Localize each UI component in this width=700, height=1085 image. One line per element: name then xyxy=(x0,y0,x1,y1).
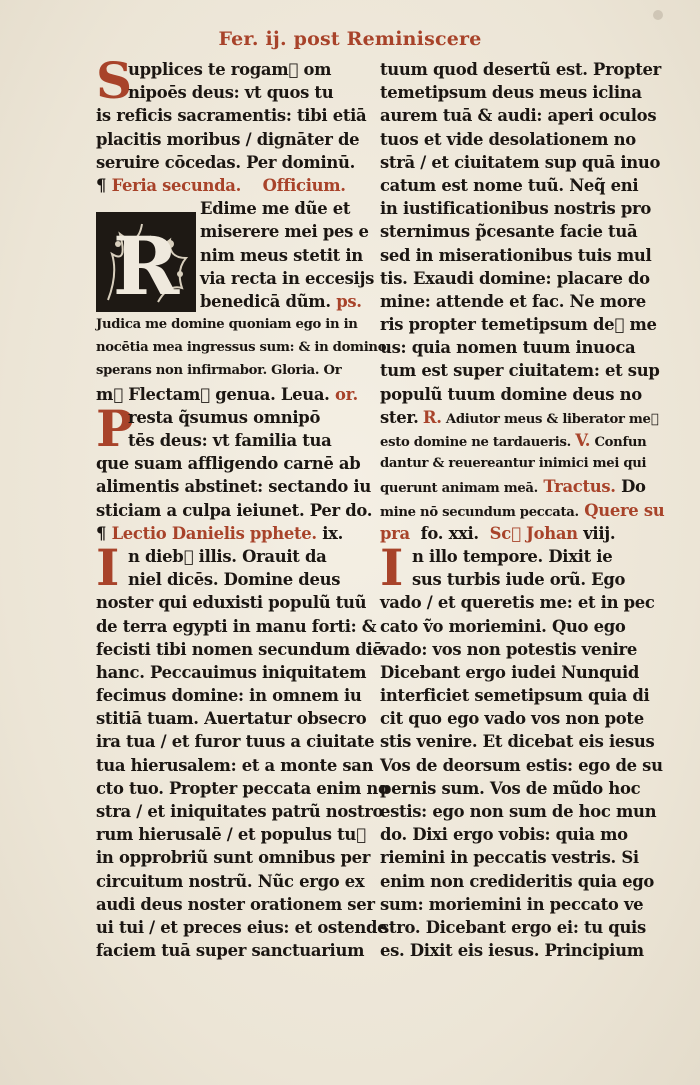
text-line: alimentis abstinet: sectando iu xyxy=(96,477,371,497)
text-line: sticiam a culpa ieiunet. Per do. xyxy=(96,500,373,520)
oratio xyxy=(96,51,367,174)
text-line: nim meus stetit in xyxy=(200,245,363,265)
text-line: in iustificationibus nostris pro xyxy=(380,199,651,219)
text-line: stitiā tuam. Auertatur obsecro xyxy=(96,709,367,729)
text-line: n dieb᷒ illis. Orauit da xyxy=(128,546,327,566)
officium-label: Officium. xyxy=(262,175,346,195)
responsory-label: R. xyxy=(422,407,442,427)
text-line: noster qui eduxisti populũ tuũ xyxy=(96,593,367,613)
pilcrow-icon: ¶ xyxy=(96,175,107,195)
text-line: seruire cōcedas. Per dominū. xyxy=(96,152,356,172)
text-line: interficiet semetipsum quia di xyxy=(380,686,650,706)
left-column xyxy=(96,51,389,962)
text-line: stra / et iniquitates patrũ nostro xyxy=(96,802,384,821)
folio-ref: fo. xxi. xyxy=(420,523,479,543)
text-line xyxy=(380,475,648,498)
lectio-label: Lectio Danielis pphete. xyxy=(111,523,317,543)
text-line: strā / et ciuitatem sup quā inuo xyxy=(380,152,661,172)
text-line xyxy=(380,429,648,452)
text-line: hanc. Peccauimus iniquitatem xyxy=(96,662,367,682)
tractus-text: mine nō secundum peccata. xyxy=(380,504,579,520)
right-column xyxy=(380,58,665,962)
oratio-initial: S xyxy=(96,51,133,110)
text-line: vado: vos non potestis venire xyxy=(380,639,637,659)
text-line: placitis moribus / dignāter de xyxy=(96,129,360,149)
text-line: in opprobriũ sunt omnibus per xyxy=(96,848,371,868)
text-line: Judica me domine quoniam ego in in xyxy=(96,317,358,333)
text-line: sum: moriemini in peccato ve xyxy=(380,894,644,914)
text-line: nipoēs deus: vt quos tu xyxy=(128,83,334,103)
text-line: aurem tuā & audi: aperi oculos xyxy=(380,106,657,126)
text-line: sed in miserationibus tuis mul xyxy=(380,245,652,265)
text-line: tuos et vide desolationem no xyxy=(380,129,636,149)
text-line: cto tuo. Propter peccata enim no xyxy=(96,778,389,798)
text-line: ira tua / et furor tuus a ciuitate xyxy=(96,732,375,752)
text-line: sternimus p̃cesante facie tuā xyxy=(380,222,638,242)
text-line: do. Dixi ergo vobis: quia mo xyxy=(380,825,628,845)
text-line xyxy=(380,499,665,522)
initial-letter: R xyxy=(112,219,180,313)
gospel-rubric: Sc᷒ Johan xyxy=(489,523,578,543)
text-line: dantur & reuereantur inimici mei qui xyxy=(380,456,647,472)
text-line: Edime me dũe et xyxy=(200,199,351,219)
text-line: audi deus noster orationem ser xyxy=(96,894,375,914)
text-line: miserere mei pes e xyxy=(200,222,369,242)
pra-label: pra xyxy=(380,523,410,543)
oremus-text: m᷒ Flectam᷒ genua. Leua. xyxy=(96,384,330,404)
text-line: resta q̃sumus omnipō xyxy=(128,407,321,427)
gradual-text: esto domine ne tardaueris. xyxy=(380,435,571,450)
text-line: tum est super ciuitatem: et sup xyxy=(380,361,660,381)
versicle-text: Confun xyxy=(594,435,647,450)
text-line: us: quia nomen tuum inuoca xyxy=(380,338,636,358)
gospel-chapter: viij. xyxy=(583,523,616,543)
text-line: fecimus domine: in omnem iu xyxy=(96,686,362,706)
text-line: mine: attende et fac. Ne more xyxy=(380,291,646,311)
text-line: cato ṽo moriemini. Quo ego xyxy=(380,616,626,636)
text-line xyxy=(96,383,366,406)
collect xyxy=(96,398,373,522)
gradual-ster: ster. xyxy=(380,407,419,427)
text-line: sus turbis iude orũ. Ego xyxy=(412,570,626,590)
text-line: n illo tempore. Dixit ie xyxy=(412,546,613,566)
text-line: pernis sum. Vos de mũdo hoc xyxy=(380,778,641,798)
text-line: estis: ego non sum de hoc mun xyxy=(380,802,657,821)
gradual-text: querunt animam meā. xyxy=(380,481,538,497)
text-line: via recta in eccesijs xyxy=(200,268,374,288)
paper-stain xyxy=(653,10,663,20)
lectio-initial: I xyxy=(96,537,120,597)
text-line: tuum quod desertũ est. Propter xyxy=(380,60,661,79)
text-line: catum est nome tuũ. Neq̃ eni xyxy=(380,175,639,195)
psalm-label: ps. xyxy=(336,291,362,311)
text-line: enim non credideritis quia ego xyxy=(380,871,655,891)
quere-label: Quere su xyxy=(584,500,665,520)
text-line: Vos de deorsum estis: ego de su xyxy=(380,755,663,775)
text-line: rum hierusalē / et populus tu᷒ xyxy=(96,825,366,845)
text-line: tis. Exaudi domine: placare do xyxy=(380,268,650,288)
text-line: upplices te rogam᷒ om xyxy=(128,60,332,79)
text-line xyxy=(380,406,659,429)
gospel-initial: I xyxy=(380,537,404,597)
text-line: stis venire. Et dicebat eis iesus xyxy=(380,732,655,752)
text-line: sperans non infirmabor. Gloria. Or xyxy=(96,363,342,379)
tractus-label: Tractus. xyxy=(543,477,616,497)
decorated-initial-r xyxy=(96,212,196,312)
foliage-initial-icon xyxy=(98,214,194,313)
text-line: Dicebant ergo iudei Nunquid xyxy=(380,662,640,682)
text-line: temetipsum deus meus iclina xyxy=(380,83,642,103)
text-line: riemini in peccatis vestris. Si xyxy=(380,848,639,868)
text-line: niel dicēs. Domine deus xyxy=(128,570,341,590)
lectio-rubric xyxy=(96,522,366,545)
collect-initial: P xyxy=(96,398,134,458)
text-line: is reficis sacramentis: tibi etiā xyxy=(96,106,367,126)
text-line: faciem tuā super sanctuarium xyxy=(96,941,365,961)
text-line: ris propter temetipsum de᷒ me xyxy=(380,315,657,335)
text-line xyxy=(380,522,648,545)
text-line: tēs deus: vt familia tua xyxy=(128,431,332,450)
text-line: circuitum nostrũ. Nũc ergo ex xyxy=(96,871,365,891)
text-line: de terra egypti in manu forti: & xyxy=(96,616,377,636)
feria-rubric xyxy=(96,174,366,197)
gospel xyxy=(380,537,663,962)
versicle-label: V. xyxy=(575,431,591,450)
lectio xyxy=(96,537,389,962)
text-line: es. Dixit eis iesus. Principium xyxy=(380,941,644,961)
text-line: cit quo ego vado vos non pote xyxy=(380,709,644,729)
text-line: stro. Dicebant ergo ei: tu quis xyxy=(380,917,646,937)
text-line: tua hierusalem: et a monte san xyxy=(96,755,374,775)
text-line: vado / et queretis me: et in pec xyxy=(380,593,655,613)
pilcrow-icon: ¶ xyxy=(96,523,107,543)
gradual-text: Adiutor meus & liberator me᷒ xyxy=(445,411,659,427)
introit-end: benedicā dũm. xyxy=(200,291,331,311)
text-line: fecisti tibi nomen secundum diē xyxy=(96,639,383,659)
oremus-label: or. xyxy=(335,384,358,404)
tractus-text: Do xyxy=(621,477,646,497)
feria-label: Feria secunda. xyxy=(111,175,241,195)
text-line: ui tui / et preces eius: et ostende xyxy=(96,917,388,937)
text-line: que suam affligendo carnē ab xyxy=(96,454,361,474)
text-line: populũ tuum domine deus no xyxy=(380,384,642,404)
text-line: nocētia mea ingressus sum: & in domino xyxy=(96,340,387,356)
running-header: Fer. ij. post Reminiscere xyxy=(218,28,482,50)
chapter-number: ix. xyxy=(322,523,344,543)
